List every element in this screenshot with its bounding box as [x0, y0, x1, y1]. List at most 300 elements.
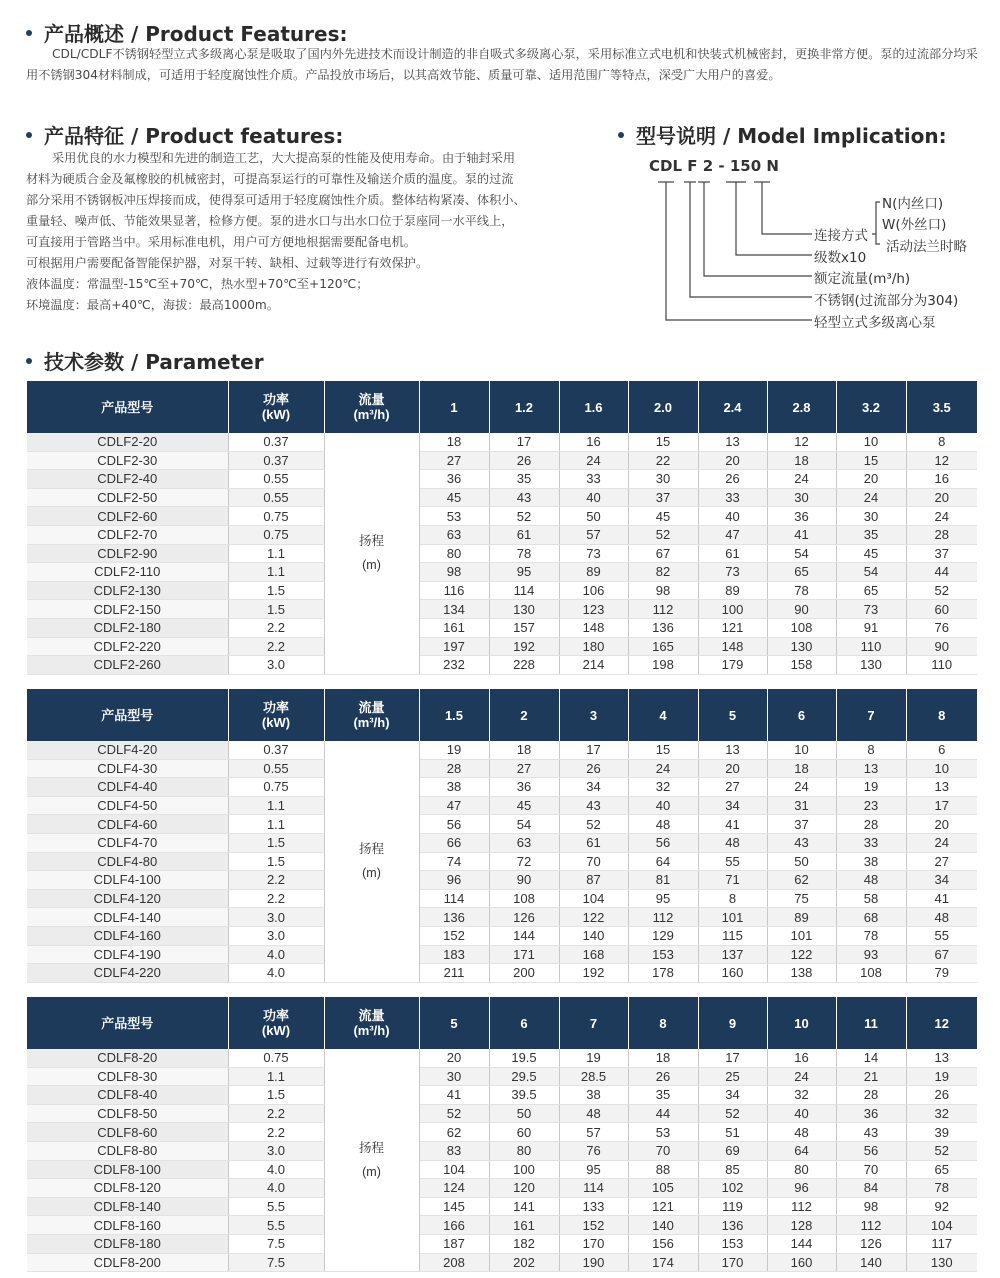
label-connection: 连接方式	[814, 228, 868, 244]
cell-head-value: 39	[906, 1123, 977, 1142]
cell-head-value: 12	[767, 433, 836, 451]
cell-head-value: 40	[559, 488, 628, 507]
table-row	[27, 433, 977, 451]
cell-head-value: 14	[836, 1049, 906, 1067]
header-flow-value-text: 7	[589, 1015, 598, 1031]
cell-head-value: 197	[419, 637, 489, 656]
cell-head-value: 67	[628, 544, 698, 563]
cell-model: CDLF2-220	[27, 637, 228, 656]
cell-head-value: 36	[836, 1104, 906, 1123]
header-flow-value	[419, 381, 489, 433]
header-flow	[324, 689, 419, 741]
cell-head-value: 65	[906, 1160, 977, 1179]
cell-head-value: 66	[419, 833, 489, 852]
cell-head-value: 56	[419, 815, 489, 834]
cell-model: CDLF4-140	[27, 908, 228, 927]
cell-head-value: 19	[906, 1067, 977, 1086]
cell-head-value: 79	[906, 964, 977, 983]
header-flow-value-text: 9	[728, 1015, 737, 1031]
cell-head-value: 123	[559, 600, 628, 619]
cell-head-label	[324, 433, 419, 674]
cell-head-value: 45	[419, 488, 489, 507]
cell-head-value: 27	[906, 852, 977, 871]
cell-head-value: 83	[419, 1141, 489, 1160]
cell-head-value: 28.5	[559, 1067, 628, 1086]
cell-power: 0.75	[228, 1049, 324, 1067]
table-row	[27, 1086, 977, 1105]
overview-title	[26, 18, 347, 47]
cell-head-value: 40	[628, 796, 698, 815]
cell-head-value: 121	[628, 1197, 698, 1216]
cell-model: CDLF8-80	[27, 1141, 228, 1160]
header-flow-value	[489, 689, 559, 741]
cell-head-value: 70	[836, 1160, 906, 1179]
cell-head-value: 171	[489, 945, 559, 964]
cell-head-value: 78	[489, 544, 559, 563]
cell-model: CDLF4-50	[27, 796, 228, 815]
cell-head-value: 54	[836, 563, 906, 582]
cell-model: CDLF8-180	[27, 1234, 228, 1253]
header-flow-value-text: 1.5	[444, 707, 464, 723]
cell-head-value: 38	[419, 778, 489, 797]
cell-power: 0.55	[228, 470, 324, 489]
cell-power: 1.5	[228, 581, 324, 600]
cell-head-value: 152	[419, 926, 489, 945]
overview-title-text: 产品概述 / Product Features:	[44, 22, 348, 46]
cell-power: 0.37	[228, 451, 324, 470]
cell-head-value: 71	[698, 871, 767, 890]
cell-head-value: 106	[559, 581, 628, 600]
cell-head-value: 48	[906, 908, 977, 927]
cell-head-value: 95	[489, 563, 559, 582]
cell-head-value: 202	[489, 1253, 559, 1272]
cell-head-value: 95	[559, 1160, 628, 1179]
features-line: 环境温度：最高+40℃，海拔：最高1000m。	[26, 298, 279, 312]
cell-head-value: 152	[559, 1216, 628, 1235]
cell-head-value: 13	[698, 433, 767, 451]
cell-power: 0.75	[228, 778, 324, 797]
head-label-text: 扬程	[358, 842, 384, 857]
cell-head-value: 161	[419, 618, 489, 637]
table-row	[27, 1160, 977, 1179]
table-row	[27, 600, 977, 619]
cell-head-value: 52	[559, 815, 628, 834]
header-flow-value-text: 8	[659, 1015, 667, 1031]
cell-head-value: 140	[628, 1216, 698, 1235]
cell-head-value: 41	[698, 815, 767, 834]
cell-head-value: 19	[559, 1049, 628, 1067]
header-flow-value	[698, 381, 767, 433]
cell-head-value: 74	[419, 852, 489, 871]
cell-head-value: 29.5	[489, 1067, 559, 1086]
cell-head-value: 24	[906, 507, 977, 526]
cell-head-value: 23	[836, 796, 906, 815]
header-flow-text: (m³/h)	[353, 407, 390, 422]
cell-head-value: 57	[559, 1123, 628, 1142]
cell-head-value: 165	[628, 637, 698, 656]
cell-head-value: 34	[698, 796, 767, 815]
cell-head-value: 80	[767, 1160, 836, 1179]
cell-model: CDLF2-50	[27, 488, 228, 507]
cell-power: 4.0	[228, 1179, 324, 1198]
cell-head-value: 108	[836, 964, 906, 983]
cell-head-value: 90	[906, 637, 977, 656]
cell-head-value: 61	[489, 525, 559, 544]
cell-head-value: 41	[906, 889, 977, 908]
cell-head-value: 47	[419, 796, 489, 815]
cell-head-value: 129	[628, 926, 698, 945]
cell-head-value: 95	[628, 889, 698, 908]
cell-head-value: 39.5	[489, 1086, 559, 1105]
cell-head-value: 55	[906, 926, 977, 945]
cell-head-value: 24	[767, 778, 836, 797]
cell-head-value: 98	[836, 1197, 906, 1216]
cell-head-value: 33	[698, 488, 767, 507]
cell-head-value: 69	[698, 1141, 767, 1160]
cell-head-value: 45	[628, 507, 698, 526]
cell-model: CDLF4-30	[27, 759, 228, 778]
cell-head-value: 115	[698, 926, 767, 945]
cell-model: CDLF4-100	[27, 871, 228, 890]
cell-head-value: 57	[559, 525, 628, 544]
header-model	[27, 381, 228, 433]
header-flow-value	[698, 689, 767, 741]
cell-head-value: 52	[906, 581, 977, 600]
cell-model: CDLF4-120	[27, 889, 228, 908]
table-row	[27, 581, 977, 600]
header-flow-value-text: 3.2	[861, 399, 881, 415]
cell-head-value: 8	[906, 433, 977, 451]
head-label-text: 扬程	[358, 1141, 384, 1156]
cell-head-value: 32	[906, 1104, 977, 1123]
table-header-row	[27, 381, 977, 433]
cell-head-value: 161	[489, 1216, 559, 1235]
cell-head-value: 30	[767, 488, 836, 507]
cell-head-value: 43	[559, 796, 628, 815]
cell-head-value: 26	[906, 1086, 977, 1105]
cell-head-value: 232	[419, 656, 489, 675]
cell-power: 1.5	[228, 600, 324, 619]
header-power	[228, 997, 324, 1049]
cell-head-value: 78	[836, 926, 906, 945]
cell-power: 3.0	[228, 1141, 324, 1160]
features-title	[26, 120, 343, 149]
cell-head-label	[324, 1049, 419, 1272]
cell-head-value: 119	[698, 1197, 767, 1216]
table-row	[27, 637, 977, 656]
bullet-icon	[26, 132, 32, 138]
table-row	[27, 544, 977, 563]
cell-head-value: 18	[767, 759, 836, 778]
header-model	[27, 997, 228, 1049]
features-line: 可根据用户需要配备智能保护器，对泵干转、缺相、过载等进行有效保护。	[26, 256, 429, 270]
cell-head-value: 130	[836, 656, 906, 675]
cell-head-value: 35	[489, 470, 559, 489]
header-flow-value-text: 2.8	[792, 399, 811, 415]
cell-head-value: 138	[767, 964, 836, 983]
cell-model: CDLF2-260	[27, 656, 228, 675]
cell-model: CDLF4-70	[27, 833, 228, 852]
table-row	[27, 1197, 977, 1216]
cell-head-value: 45	[836, 544, 906, 563]
cell-model: CDLF4-60	[27, 815, 228, 834]
cell-head-value: 182	[489, 1234, 559, 1253]
cell-head-value: 148	[559, 618, 628, 637]
cell-power: 1.5	[228, 833, 324, 852]
header-flow-value-text: 8	[938, 707, 946, 723]
cell-head-value: 112	[628, 908, 698, 927]
cell-head-value: 47	[698, 525, 767, 544]
header-power-text: 功率	[262, 700, 289, 715]
header-flow-value-text: 6	[797, 707, 806, 723]
cell-head-value: 110	[836, 637, 906, 656]
cell-power: 1.5	[228, 1086, 324, 1105]
cell-head-value: 156	[628, 1234, 698, 1253]
cell-power: 0.37	[228, 741, 324, 759]
cell-head-value: 43	[489, 488, 559, 507]
cell-head-value: 140	[836, 1253, 906, 1272]
table-row	[27, 1234, 977, 1253]
bullet-icon	[618, 132, 624, 138]
model-code: CDL F 2 - 150 N	[649, 157, 779, 175]
cell-model: CDLF2-20	[27, 433, 228, 451]
cell-head-value: 24	[906, 833, 977, 852]
cell-head-value: 28	[836, 1086, 906, 1105]
cell-head-value: 112	[767, 1197, 836, 1216]
header-flow-value	[628, 381, 698, 433]
table-row	[27, 945, 977, 964]
cell-head-value: 65	[836, 581, 906, 600]
header-power-text: (kW)	[261, 715, 291, 730]
header-flow-value	[836, 997, 906, 1049]
cell-head-value: 144	[767, 1234, 836, 1253]
features-line: 部分采用不锈钢板冲压焊接而成，使得泵可适用于轻度腐蚀性介质。整体结构紧凑、体积小、	[26, 193, 526, 207]
cell-head-value: 76	[906, 618, 977, 637]
cell-head-value: 65	[767, 563, 836, 582]
header-flow-value	[419, 689, 489, 741]
cell-head-value: 116	[419, 581, 489, 600]
cell-head-value: 96	[767, 1179, 836, 1198]
cell-head-value: 35	[836, 525, 906, 544]
cell-head-value: 145	[419, 1197, 489, 1216]
cell-head-value: 10	[836, 433, 906, 451]
head-label-text: (m)	[362, 1165, 381, 1180]
cell-power: 3.0	[228, 656, 324, 675]
cell-power: 0.75	[228, 507, 324, 526]
cell-head-value: 62	[419, 1123, 489, 1142]
cell-head-value: 15	[836, 451, 906, 470]
cell-head-value: 44	[628, 1104, 698, 1123]
cell-head-value: 70	[559, 852, 628, 871]
table-row	[27, 1179, 977, 1198]
cell-head-value: 90	[767, 600, 836, 619]
cell-head-value: 22	[628, 451, 698, 470]
cell-head-value: 56	[836, 1141, 906, 1160]
cell-head-value: 18	[419, 433, 489, 451]
cell-power: 3.0	[228, 908, 324, 927]
cell-head-value: 214	[559, 656, 628, 675]
cell-head-value: 54	[489, 815, 559, 834]
cell-head-value: 28	[836, 815, 906, 834]
cell-model: CDLF8-30	[27, 1067, 228, 1086]
cell-head-value: 158	[767, 656, 836, 675]
cell-head-value: 40	[767, 1104, 836, 1123]
header-flow-value	[698, 997, 767, 1049]
cell-head-value: 52	[906, 1141, 977, 1160]
cell-model: CDLF2-60	[27, 507, 228, 526]
header-flow-value-text: 2.0	[653, 399, 673, 415]
cell-head-value: 68	[836, 908, 906, 927]
cell-head-value: 187	[419, 1234, 489, 1253]
cell-head-value: 85	[698, 1160, 767, 1179]
header-flow-value	[628, 689, 698, 741]
cell-head-value: 58	[836, 889, 906, 908]
cell-head-value: 30	[419, 1067, 489, 1086]
cell-head-value: 45	[489, 796, 559, 815]
model-title	[618, 120, 947, 149]
cell-head-value: 81	[628, 871, 698, 890]
cell-head-value: 55	[698, 852, 767, 871]
cell-head-value: 108	[489, 889, 559, 908]
cell-head-value: 211	[419, 964, 489, 983]
cell-head-value: 73	[836, 600, 906, 619]
cell-head-value: 60	[906, 600, 977, 619]
header-flow-value	[559, 689, 628, 741]
cell-head-value: 13	[906, 1049, 977, 1067]
cell-head-value: 50	[767, 852, 836, 871]
cell-head-value: 56	[628, 833, 698, 852]
header-flow-value	[906, 997, 977, 1049]
table-row	[27, 926, 977, 945]
cell-head-value: 89	[559, 563, 628, 582]
cell-head-value: 198	[628, 656, 698, 675]
cell-head-value: 53	[419, 507, 489, 526]
cell-head-label	[324, 741, 419, 982]
header-power	[228, 381, 324, 433]
cell-head-value: 136	[628, 618, 698, 637]
cell-model: CDLF4-80	[27, 852, 228, 871]
cell-head-value: 34	[906, 871, 977, 890]
header-flow-value-text: 1.6	[584, 399, 603, 415]
header-flow-value-text: 5	[450, 1015, 458, 1031]
cell-power: 0.55	[228, 488, 324, 507]
label-pump-type: 轻型立式多级离心泵	[814, 315, 936, 331]
header-flow-value	[559, 381, 628, 433]
cell-head-value: 170	[559, 1234, 628, 1253]
header-flow-value	[489, 997, 559, 1049]
table-row	[27, 1049, 977, 1067]
header-flow-value-text: 3.5	[932, 399, 951, 415]
cell-head-value: 38	[836, 852, 906, 871]
cell-model: CDLF8-140	[27, 1197, 228, 1216]
cell-head-value: 148	[698, 637, 767, 656]
cell-head-value: 21	[836, 1067, 906, 1086]
cell-head-value: 179	[698, 656, 767, 675]
cell-head-value: 19	[836, 778, 906, 797]
cell-head-value: 92	[906, 1197, 977, 1216]
cell-power: 1.5	[228, 852, 324, 871]
cell-head-value: 18	[767, 451, 836, 470]
cell-head-value: 100	[698, 600, 767, 619]
cell-head-value: 33	[836, 833, 906, 852]
header-flow-value	[767, 381, 836, 433]
table-row	[27, 778, 977, 797]
cell-head-value: 133	[559, 1197, 628, 1216]
cell-model: CDLF2-130	[27, 581, 228, 600]
header-flow-text: 流量	[358, 392, 385, 407]
cell-head-value: 37	[767, 815, 836, 834]
cell-head-value: 61	[698, 544, 767, 563]
table-row	[27, 815, 977, 834]
cell-power: 4.0	[228, 945, 324, 964]
cell-model: CDLF2-90	[27, 544, 228, 563]
cell-head-value: 90	[489, 871, 559, 890]
cell-head-value: 166	[419, 1216, 489, 1235]
overview-paragraph: CDL/CDLF不锈钢轻型立式多级离心泵是吸取了国内外先进技术而设计制造的非自吸式多级离心泵，采用标准立式电机和快装式机械密封，更换非常方便。泵的过流部分均采用不锈钢304材料制成，可适用于轻度腐蚀性介质。产品投放市场后，以其高效节能、质量可靠、适用范围广等特点，深受广大用户的喜爱。	[26, 47, 978, 82]
cell-head-value: 117	[906, 1234, 977, 1253]
cell-head-value: 104	[419, 1160, 489, 1179]
cell-power: 0.55	[228, 759, 324, 778]
cell-head-value: 101	[698, 908, 767, 927]
cell-model: CDLF2-70	[27, 525, 228, 544]
header-flow-text: 流量	[358, 1008, 385, 1023]
cell-power: 2.2	[228, 871, 324, 890]
cell-head-value: 122	[767, 945, 836, 964]
cell-head-value: 20	[836, 470, 906, 489]
table-row	[27, 470, 977, 489]
cell-power: 4.0	[228, 1160, 324, 1179]
cell-head-value: 33	[559, 470, 628, 489]
cell-head-value: 50	[559, 507, 628, 526]
cell-head-value: 73	[698, 563, 767, 582]
cell-head-value: 41	[767, 525, 836, 544]
header-flow-value	[836, 689, 906, 741]
cell-head-value: 34	[698, 1086, 767, 1105]
cell-power: 3.0	[228, 926, 324, 945]
cell-head-value: 141	[489, 1197, 559, 1216]
conn-option-n: N(内丝口)	[882, 196, 944, 212]
header-flow-value-text: 7	[867, 707, 875, 723]
table-row	[27, 852, 977, 871]
cell-head-value: 110	[906, 656, 977, 675]
cell-head-value: 60	[489, 1123, 559, 1142]
cell-head-value: 28	[906, 525, 977, 544]
header-flow-text: 流量	[358, 700, 385, 715]
cell-model: CDLF8-20	[27, 1049, 228, 1067]
cell-head-value: 101	[767, 926, 836, 945]
cell-power: 1.1	[228, 563, 324, 582]
cell-head-value: 10	[906, 759, 977, 778]
features-line: 采用优良的水力模型和先进的制造工艺，大大提高泵的性能及使用寿命。由于轴封采用	[52, 151, 516, 165]
bullet-icon	[26, 30, 32, 36]
cell-head-value: 30	[836, 507, 906, 526]
cell-head-value: 112	[836, 1216, 906, 1235]
cell-head-value: 72	[489, 852, 559, 871]
cell-head-value: 38	[559, 1086, 628, 1105]
cell-head-value: 192	[489, 637, 559, 656]
header-flow-value-text: 2.4	[723, 399, 742, 415]
cell-model: CDLF4-190	[27, 945, 228, 964]
cell-head-value: 52	[419, 1104, 489, 1123]
features-line: 液体温度：常温型-15℃至+70℃，热水型+70℃至+120℃；	[26, 277, 369, 291]
cell-power: 1.1	[228, 815, 324, 834]
cell-head-value: 18	[489, 741, 559, 759]
cell-head-value: 130	[767, 637, 836, 656]
head-label-text: (m)	[362, 866, 381, 881]
cell-power: 1.1	[228, 796, 324, 815]
cell-head-value: 10	[767, 741, 836, 759]
cell-head-value: 80	[419, 544, 489, 563]
